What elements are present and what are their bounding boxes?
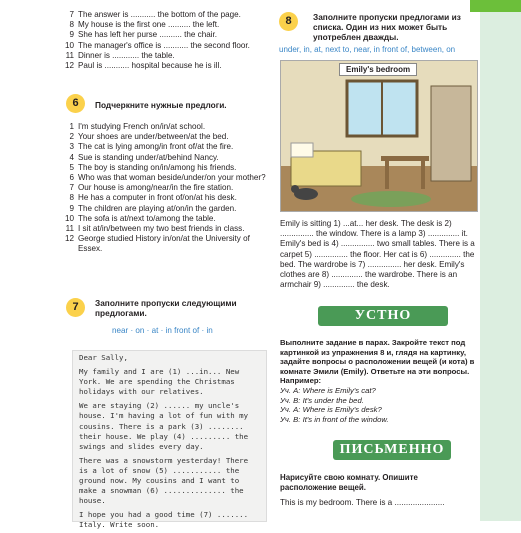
exercise-6-item-text: Your shoes are under/between/at the bed. bbox=[78, 132, 229, 142]
exercise-6-item bbox=[62, 122, 267, 132]
exercise-6-heading: Подчеркните нужные предлоги. bbox=[95, 100, 227, 110]
letter-paragraph: I hope you had a good time (7) ....... Italy. Write soon. bbox=[79, 510, 249, 530]
top-list-item-number: 12 bbox=[64, 61, 74, 71]
emily-bedroom-picture bbox=[280, 60, 478, 212]
left-column bbox=[62, 10, 267, 71]
exercise-8-story: Emily is sitting 1) ...at... her desk. The desk is 2) ............... the window. There is a lamp 3) .............. it. Emily's bed is 4) ............... two small tables. There is a carpet 5) ............... the floor. Her cat is 6) .............. the bed. The wardrobe is 7) ............... her desk. Emily's clothes are 8) .............. the wardrobe. There is an armchair 9) .............. the desk. bbox=[280, 219, 475, 290]
ustno-example-line: Уч. B: It's under the bed. bbox=[280, 395, 364, 405]
exercise-6-item-text: The boy is standing on/in/among his friends. bbox=[78, 162, 237, 172]
exercise-6-item-text: The cat is lying among/in front of/at the fire. bbox=[78, 142, 234, 152]
exercise-6-item-text: The children are playing at/on/in the garden. bbox=[78, 203, 237, 213]
top-list-item-text: My house is the first one .......... the left. bbox=[78, 20, 220, 30]
exercise-8-heading: Заполните пропуски предлогами из списка. Один из них может быть употреблен дважды. bbox=[313, 12, 461, 42]
top-list-item-text: The answer is ........... the bottom of the page. bbox=[78, 10, 241, 19]
exercise-6-item-number: 6 bbox=[69, 173, 74, 183]
corner-ribbon bbox=[470, 0, 521, 12]
letter-greeting: Dear Sally, bbox=[79, 353, 128, 362]
picture-caption: Emily's bedroom bbox=[339, 63, 417, 76]
exercise-6-item-number: 9 bbox=[69, 203, 74, 213]
exercise-6-item-text: I sit at/in/between my two best friends in class. bbox=[78, 224, 245, 234]
top-list-item-number: 9 bbox=[69, 30, 74, 40]
exercise-6-item-number: 2 bbox=[69, 132, 74, 142]
exercise-6-item-text: Sue is standing under/at/behind Nancy. bbox=[78, 152, 219, 162]
exercise-8-number: 8 bbox=[279, 12, 298, 31]
exercise-6-item bbox=[62, 183, 267, 193]
top-list-item bbox=[62, 10, 267, 20]
exercise-6-item-text: The sofa is at/next to/among the table. bbox=[78, 213, 216, 223]
letter-body bbox=[73, 351, 266, 533]
exercise-6-item-text: He has a computer in front of/on/at his desk. bbox=[78, 193, 237, 203]
ustno-banner: УСТНО bbox=[318, 306, 448, 326]
exercise-6-item bbox=[62, 153, 267, 163]
exercise-6-item-number: 1 bbox=[69, 122, 74, 131]
exercise-6-item-number: 12 bbox=[64, 234, 74, 244]
exercise-7-heading: Заполните пропуски следующими предлогами. bbox=[95, 298, 237, 318]
exercise-6-item-number: 11 bbox=[65, 224, 74, 234]
exercise-6-item-number: 8 bbox=[69, 193, 74, 203]
exercise-6-item-number: 3 bbox=[69, 142, 74, 152]
top-list-item-text: Dinner is ............ the table. bbox=[78, 50, 175, 60]
top-list-item-text: She has left her purse .......... the chair. bbox=[78, 30, 218, 40]
ustno-example-line: Уч. B: It's in front of the window. bbox=[280, 414, 389, 424]
exercise-6-item bbox=[62, 234, 267, 254]
top-list-item-text: The manager's office is ........... the second floor. bbox=[78, 40, 250, 50]
exercise-6-item bbox=[62, 142, 267, 152]
exercise-8-word-list: under, in, at, next to, near, in front of, between, on bbox=[279, 45, 456, 54]
ustno-examples bbox=[280, 386, 476, 424]
top-list-item-number: 10 bbox=[64, 40, 74, 50]
exercise-6-item-text: George studied History in/on/at the University of Essex. bbox=[78, 234, 250, 254]
exercise-6-item bbox=[62, 214, 267, 224]
top-list-item bbox=[62, 30, 267, 40]
exercise-6-list bbox=[62, 122, 267, 255]
top-list-item bbox=[62, 20, 267, 30]
exercise-6-item-number: 10 bbox=[64, 213, 74, 223]
top-list-item bbox=[62, 41, 267, 51]
top-list-item-number: 11 bbox=[65, 50, 74, 60]
exercise-6-item-text: Our house is among/near/in the fire station. bbox=[78, 183, 234, 193]
exercise-6-item bbox=[62, 132, 267, 142]
exercise-6-item-number: 5 bbox=[69, 162, 74, 172]
pismenno-task: Нарисуйте свою комнату. Опишите расположение вещей. bbox=[280, 473, 418, 492]
top-exercise-list bbox=[62, 10, 267, 71]
page-edge-decoration bbox=[480, 0, 521, 521]
exercise-6-item-text: Who was that woman beside/under/on your mother? bbox=[78, 173, 266, 183]
ustno-example-line: Уч. А: Where is Emily's cat? bbox=[280, 385, 376, 395]
ustno-example-line: Уч. А: Where is Emily's desk? bbox=[280, 405, 382, 415]
pismenno-line: This is my bedroom. There is a ...................... bbox=[280, 498, 445, 507]
letter-paragraph: We are staying (2) ...... my uncle's house. I'm having a lot of fun with my cousins. There is a park (3) ........ their house. We play (4) ......... the swings and slides every day. bbox=[79, 401, 249, 451]
top-list-item-number: 7 bbox=[69, 10, 74, 19]
exercise-6-item bbox=[62, 193, 267, 203]
exercise-6-item bbox=[62, 204, 267, 214]
top-list-item bbox=[62, 51, 267, 61]
ustno-task bbox=[280, 338, 476, 424]
pismenno-banner: ПИСЬМЕННО bbox=[333, 440, 451, 460]
letter-paragraph: My family and I are (1) ...in... New York. We are spending the Christmas holidays with our relatives. bbox=[79, 367, 240, 397]
exercise-6-item bbox=[62, 163, 267, 173]
exercise-6-item-number: 7 bbox=[69, 183, 74, 193]
exercise-6-item-text: I'm studying French on/in/at school. bbox=[78, 122, 206, 131]
exercise-6-number: 6 bbox=[66, 94, 85, 113]
letter-paragraph: There was a snowstorm yesterday! There is a lot of snow (5) ........... the ground now. My cousins and I want to make a snowman (6) .............. the house. bbox=[79, 455, 249, 506]
ustno-task-text: Выполните задание в парах. Закройте текст под картинкой из упражнения 8 и, глядя на картинку, задайте вопросы о расположении вещей (и кота) в комнате Эмили (Emily). Ответьте на эти вопросы. Например: bbox=[280, 338, 475, 386]
exercise-7-word-bank: near · on · at · in front of · in bbox=[112, 326, 213, 335]
top-list-item-number: 8 bbox=[69, 20, 74, 30]
exercise-6-item bbox=[62, 224, 267, 234]
bedroom-illustration bbox=[281, 61, 477, 211]
exercise-7-number: 7 bbox=[66, 298, 85, 317]
exercise-6-item bbox=[62, 173, 267, 183]
top-list-item-text: Paul is ........... hospital because he is ill. bbox=[78, 61, 222, 71]
top-list-item bbox=[62, 61, 267, 71]
exercise-6-item-number: 4 bbox=[69, 152, 74, 162]
letter-card bbox=[72, 350, 267, 530]
